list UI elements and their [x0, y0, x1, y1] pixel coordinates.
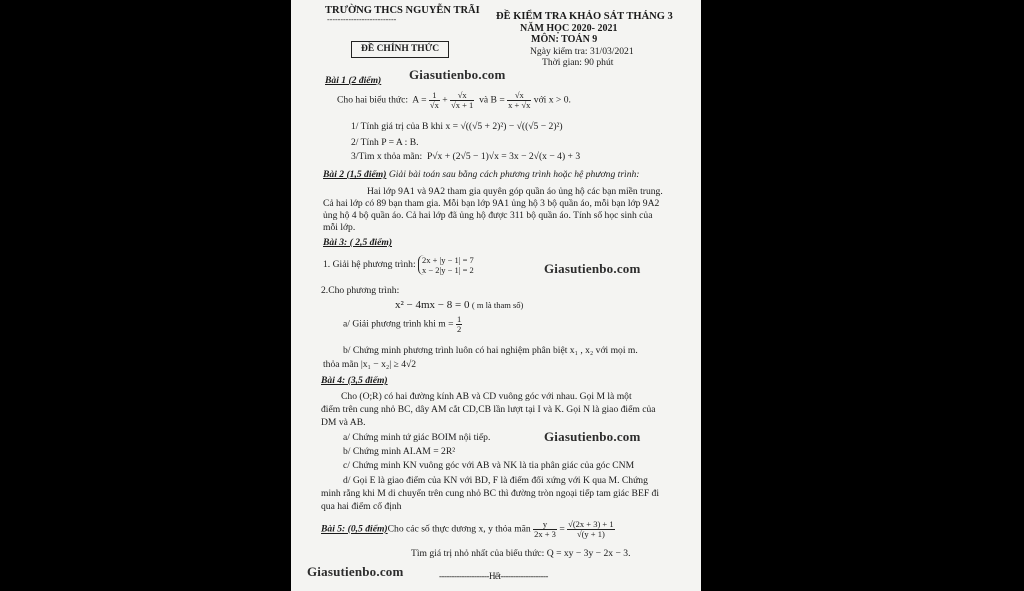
bai3-q2: 2.Cho phương trình: [321, 285, 400, 296]
bai1-q3 [351, 151, 580, 162]
bai3-system-eq2: x − 2|y − 1| = 2 [422, 265, 474, 275]
bai5-task: Tìm giá trị nhỏ nhất của biểu thức: Q = xy − 3y − 2x − 3. [411, 548, 631, 559]
bai1-condition: với x > 0. [533, 94, 571, 106]
bai1-title: Bài 1 (2 điểm) [325, 75, 382, 86]
bai5-text: Cho các số thực dương x, y thỏa mãn [387, 523, 531, 535]
bai1-q1-text: 1/ Tính giá trị của B khi [351, 121, 444, 132]
bai1-and: và B = [479, 94, 505, 106]
bai3-qa-text: a/ Giải phương trình khi m = [343, 318, 454, 330]
bai4-line-3: DM và AB. [321, 417, 366, 428]
school-name: TRƯỜNG THCS NGUYỄN TRÃI [325, 5, 480, 16]
bai2-line-1: Hai lớp 9A1 và 9A2 tham gia quyên góp quần áo ủng hộ các bạn miền trung. [367, 186, 663, 197]
subject: MÔN: TOÁN 9 [531, 34, 598, 45]
bai1-plus: + [442, 94, 448, 106]
bai1-frac-2: $\frac{√x}{√x + 1}$ [451, 90, 474, 110]
bai3-system [418, 255, 474, 275]
exam-title: ĐỀ KIỂM TRA KHẢO SÁT THÁNG 3 [496, 11, 673, 22]
bai1-frac-3: $\frac{√x}{x + √x}$ [508, 90, 531, 110]
bai4-qd-1: d/ Gọi E là giao điểm của KN với BD, F là điểm đối xứng với K qua M. Chứng [343, 475, 648, 486]
bai1-q3-text: 3/Tìm x thỏa mãn: [351, 151, 423, 162]
bai1-expression [337, 91, 571, 110]
bai4-title: Bài 4: (3,5 điểm) [321, 375, 388, 386]
watermark-4: Giasutienbo.com [307, 564, 404, 579]
watermark-2: Giasutienbo.com [544, 261, 641, 276]
bai2-heading [323, 169, 640, 180]
bai4-qc: c/ Chứng minh KN vuông góc với AB và NK là tia phân giác của góc CNM [343, 460, 635, 471]
exam-duration: Thời gian: 90 phút [542, 57, 614, 68]
bai4-line-1: Cho (O;R) có hai đường kính AB và CD vuông góc với nhau. Gọi M là một [341, 391, 632, 402]
bai5-lhs-frac: $\frac{y}{2x + 3}$ [534, 519, 556, 539]
bai3-qa [343, 315, 462, 334]
bai3-title: Bài 3: ( 2,5 điểm) [323, 237, 393, 248]
bai3-qb: b/ Chứng minh phương trình luôn có hai nghiệm phân biệt x₁ , x₂ với mọi m. [343, 345, 638, 356]
exam-date: Ngày kiểm tra: 31/03/2021 [530, 46, 634, 57]
bai1-q1-expr: x = √((√5 + 2)²) − √((√5 − 2)²) [445, 121, 563, 132]
bai5-line [321, 520, 615, 539]
bai5-equals: = [559, 523, 565, 535]
bai1-intro: Cho hai biểu thức: [337, 94, 409, 106]
bai3-equation: x² − 4mx − 8 = 0 [395, 299, 470, 311]
bai5-rhs-frac: $\frac{√(2x + 3) + 1}{√(y + 1)}$ [568, 519, 614, 539]
bai1-q3-expr: P√x + (2√5 − 1)√x = 3x − 2√(x − 4) + 3 [426, 151, 581, 162]
bai4-qd-2: minh rằng khi M di chuyển trên cung nhỏ BC thì đường tròn ngoại tiếp tam giác BEF đi [321, 488, 660, 499]
bai1-a-label: A = [412, 94, 427, 106]
bai2-title: Bài 2 (1,5 điểm) [323, 169, 387, 180]
exam-paper [291, 0, 701, 591]
school-rule: -------------------------- [327, 15, 397, 24]
bai2-line-3: ủng hộ 4 bộ quần áo. Cả hai lớp đã ủng hộ được 311 bộ quần áo. Tính số học sinh của [323, 210, 653, 221]
watermark-1: Giasutienbo.com [409, 67, 506, 82]
bai3-q1-text: 1. Giải hệ phương trình: [323, 259, 416, 271]
school-year: NĂM HỌC 2020- 2021 [520, 23, 618, 34]
bai1-q1 [351, 121, 563, 132]
watermark-3: Giasutienbo.com [544, 429, 641, 444]
bai4-qd-3: qua hai điểm cố định [321, 501, 402, 512]
bai4-qb: b/ Chứng minh AI.AM = 2R² [343, 446, 456, 457]
bai3-qb-cond: thỏa mãn |x₁ − x₂| ≥ 4√2 [323, 359, 417, 370]
bai4-qa: a/ Chứng minh tứ giác BOIM nội tiếp. [343, 432, 491, 443]
bai2-instruction: Giải bài toán sau bằng cách phương trình hoặc hệ phương trình: [388, 169, 640, 180]
end-mark: --------------------Hết------------------- [439, 571, 548, 581]
bai3-qa-frac: $\frac{1}{2}$ [456, 314, 462, 334]
bai3-system-eq1: 2x + |y − 1| = 7 [422, 255, 474, 265]
bai3-param-note: ( m là tham số) [471, 300, 524, 310]
bai1-frac-1: $\frac{1}{√x}$ [429, 90, 439, 110]
official-label: ĐỀ CHÍNH THỨC [351, 41, 449, 58]
bai3-equation-line [395, 300, 523, 311]
bai2-line-2: Cả hai lớp có 89 bạn tham gia. Mỗi bạn lớp 9A1 ủng hộ 3 bộ quần áo, mỗi bạn lớp 9A2 [323, 198, 660, 209]
bai2-line-4: mỗi lớp. [323, 222, 356, 233]
bai1-q2: 2/ Tính P = A : B. [351, 137, 419, 148]
bai3-q1 [323, 255, 474, 275]
bai5-title: Bài 5: (0,5 điểm) [321, 523, 388, 535]
bai4-line-2: điểm trên cung nhỏ BC, dây AM cắt CD,CB lần lượt tại I và K. Gọi N là giao điểm của [321, 404, 656, 415]
